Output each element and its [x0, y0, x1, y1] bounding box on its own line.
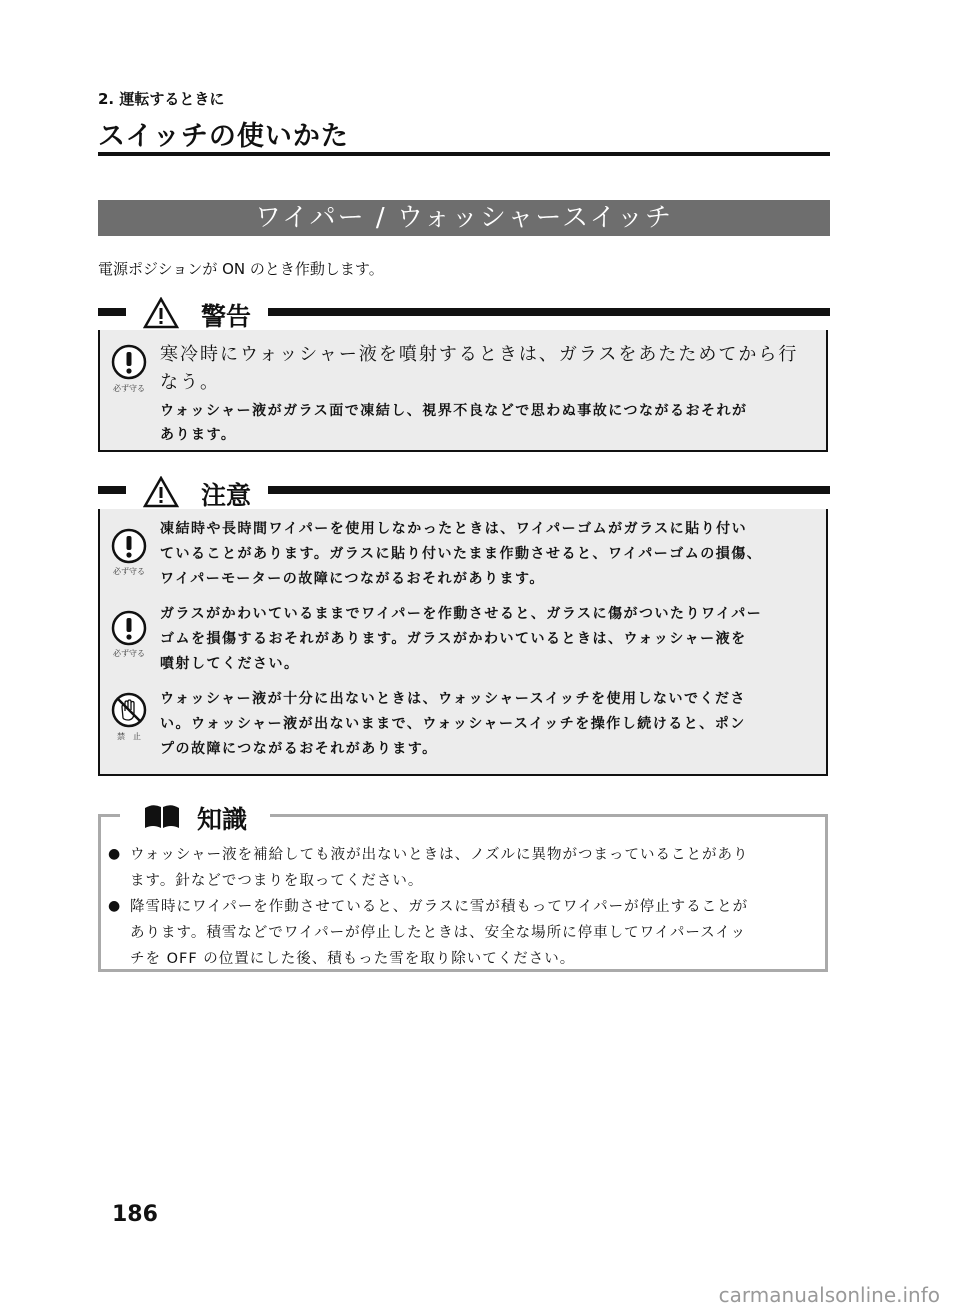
title-rule — [98, 152, 830, 156]
knowledge-label: 知識 — [197, 805, 248, 834]
caution-triangle-icon — [143, 476, 179, 508]
section-band-title: ワイパー / ウォッシャースイッチ — [98, 200, 830, 236]
footer-watermark: carmanualsonline.info — [718, 1283, 940, 1307]
mandatory-icon-label: 必ず守る — [113, 649, 145, 658]
bullet-icon: ● — [108, 846, 121, 862]
caution-item: 凍結時や長時間ワイパーを使用しなかったときは、ワイパーゴムがガラスに貼り付い ていることがあります。ガラスに貼り付いたまま作動させると、ワイパーゴムの損傷、 ワイパーモーターの故障につながるおそれがあります。 — [160, 521, 763, 587]
bullet-icon: ● — [108, 898, 121, 914]
knowledge-item: 降雪時にワイパーを作動させていると、ガラスに雪が積もってワイパーが停止することが あります。積雪などでワイパーが停止したときは、安全な場所に停車してワイパースイッ チを OFF の位置にした後、積もった雪を取り除いてください。 — [130, 899, 749, 967]
warning-label: 警告 — [201, 302, 252, 331]
mandatory-icon — [111, 344, 147, 380]
intro-text: 電源ポジションが ON のとき作動します。 — [98, 260, 384, 278]
warning-text: 寒冷時にウォッシャー液を噴射するときは、ガラスをあたためてから行 なう。 ウォッシャー液がガラス面で凍結し、視界不良などで思わぬ事故につながるおそれが あります。 — [160, 344, 799, 443]
mandatory-icon — [111, 610, 147, 646]
mandatory-icon-label: 必ず守る — [113, 384, 145, 393]
caution-item: ガラスがかわいているままでワイパーを作動させると、ガラスに傷がついたりワイパー ゴムを損傷するおそれがあります。ガラスがかわいているときは、ウォッシャー液を 噴射してください。 — [160, 606, 763, 672]
caution-item: ウォッシャー液が十分に出ないときは、ウォッシャースイッチを使用しないでくださ い。ウォッシャー液が出ないままで、ウォッシャースイッチを操作し続けると、ポン プの故障につながるおそれがあります。 — [160, 691, 747, 757]
mandatory-icon — [111, 528, 147, 564]
prohibited-icon-label: 禁 止 — [117, 732, 141, 741]
open-book-icon — [143, 802, 181, 830]
page-title: スイッチの使いかた — [98, 121, 349, 152]
breadcrumb: 2. 運転するときに — [98, 90, 225, 108]
warning-triangle-icon — [143, 297, 179, 329]
caution-label: 注意 — [201, 481, 252, 510]
prohibited-hand-icon — [111, 692, 147, 728]
page-number: 186 — [112, 1202, 158, 1227]
knowledge-item: ウォッシャー液を補給しても液が出ないときは、ノズルに異物がつまっていることがあり ます。針などでつまりを取ってください。 — [130, 847, 749, 889]
mandatory-icon-label: 必ず守る — [113, 567, 145, 576]
